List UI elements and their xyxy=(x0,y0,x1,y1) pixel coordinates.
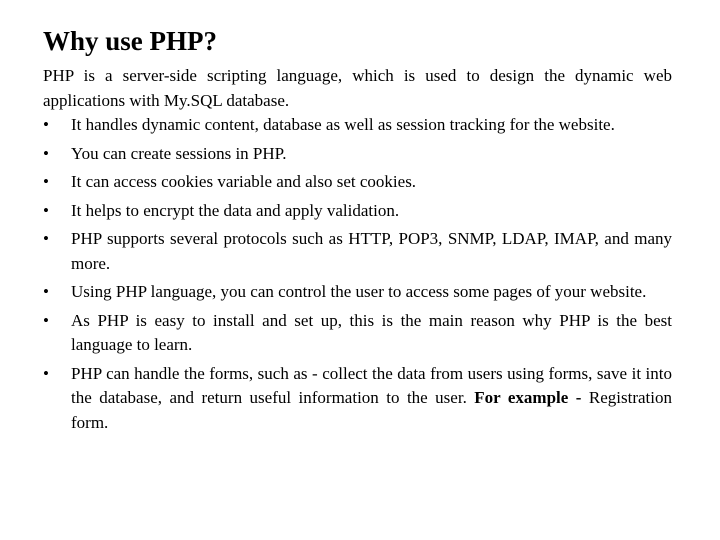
list-item xyxy=(43,142,672,167)
example-label: For example - xyxy=(474,388,582,407)
bullet-text: Using PHP language, you can control the user to access some pages of your website. xyxy=(71,282,647,301)
slide-title: Why use PHP? xyxy=(43,26,218,56)
list-item xyxy=(43,227,672,276)
list-item xyxy=(43,280,672,305)
bullet-icon: • xyxy=(43,310,49,330)
bullet-icon: • xyxy=(43,229,49,248)
list-item xyxy=(43,199,672,224)
list-item xyxy=(43,113,672,138)
bullet-text: PHP can handle the forms, such as - collect the data from users using forms, save it into the database, and return useful information to the user. xyxy=(71,363,672,407)
bullet-list xyxy=(43,113,672,435)
intro-paragraph: PHP is a server-side scripting language, which is used to design the dynamic web applications with My.SQL database. xyxy=(43,66,672,110)
slide xyxy=(43,24,672,435)
bullet-text: It helps to encrypt the data and apply validation. xyxy=(71,200,400,220)
bullet-icon: • xyxy=(43,200,49,220)
bullet-icon: • xyxy=(43,115,49,134)
bullet-icon: • xyxy=(43,172,49,191)
bullet-icon: • xyxy=(43,282,49,301)
bullet-icon: • xyxy=(43,143,49,163)
bullet-text: PHP supports several protocols such as HTTP, POP3, SNMP, LDAP, IMAP, and many more. xyxy=(71,229,672,273)
bullet-text: As PHP is easy to install and set up, this is the main reason why PHP is the best language to learn. xyxy=(71,310,672,354)
list-item xyxy=(43,362,672,436)
bullet-text: You can create sessions in PHP. xyxy=(71,143,287,163)
bullet-text: It handles dynamic content, database as well as session tracking for the website. xyxy=(71,115,615,134)
list-item xyxy=(43,170,672,195)
bullet-icon: • xyxy=(43,363,49,383)
bullet-text: It can access cookies variable and also set cookies. xyxy=(71,172,417,191)
list-item xyxy=(43,309,672,358)
example-text: Registration form. xyxy=(71,388,673,432)
